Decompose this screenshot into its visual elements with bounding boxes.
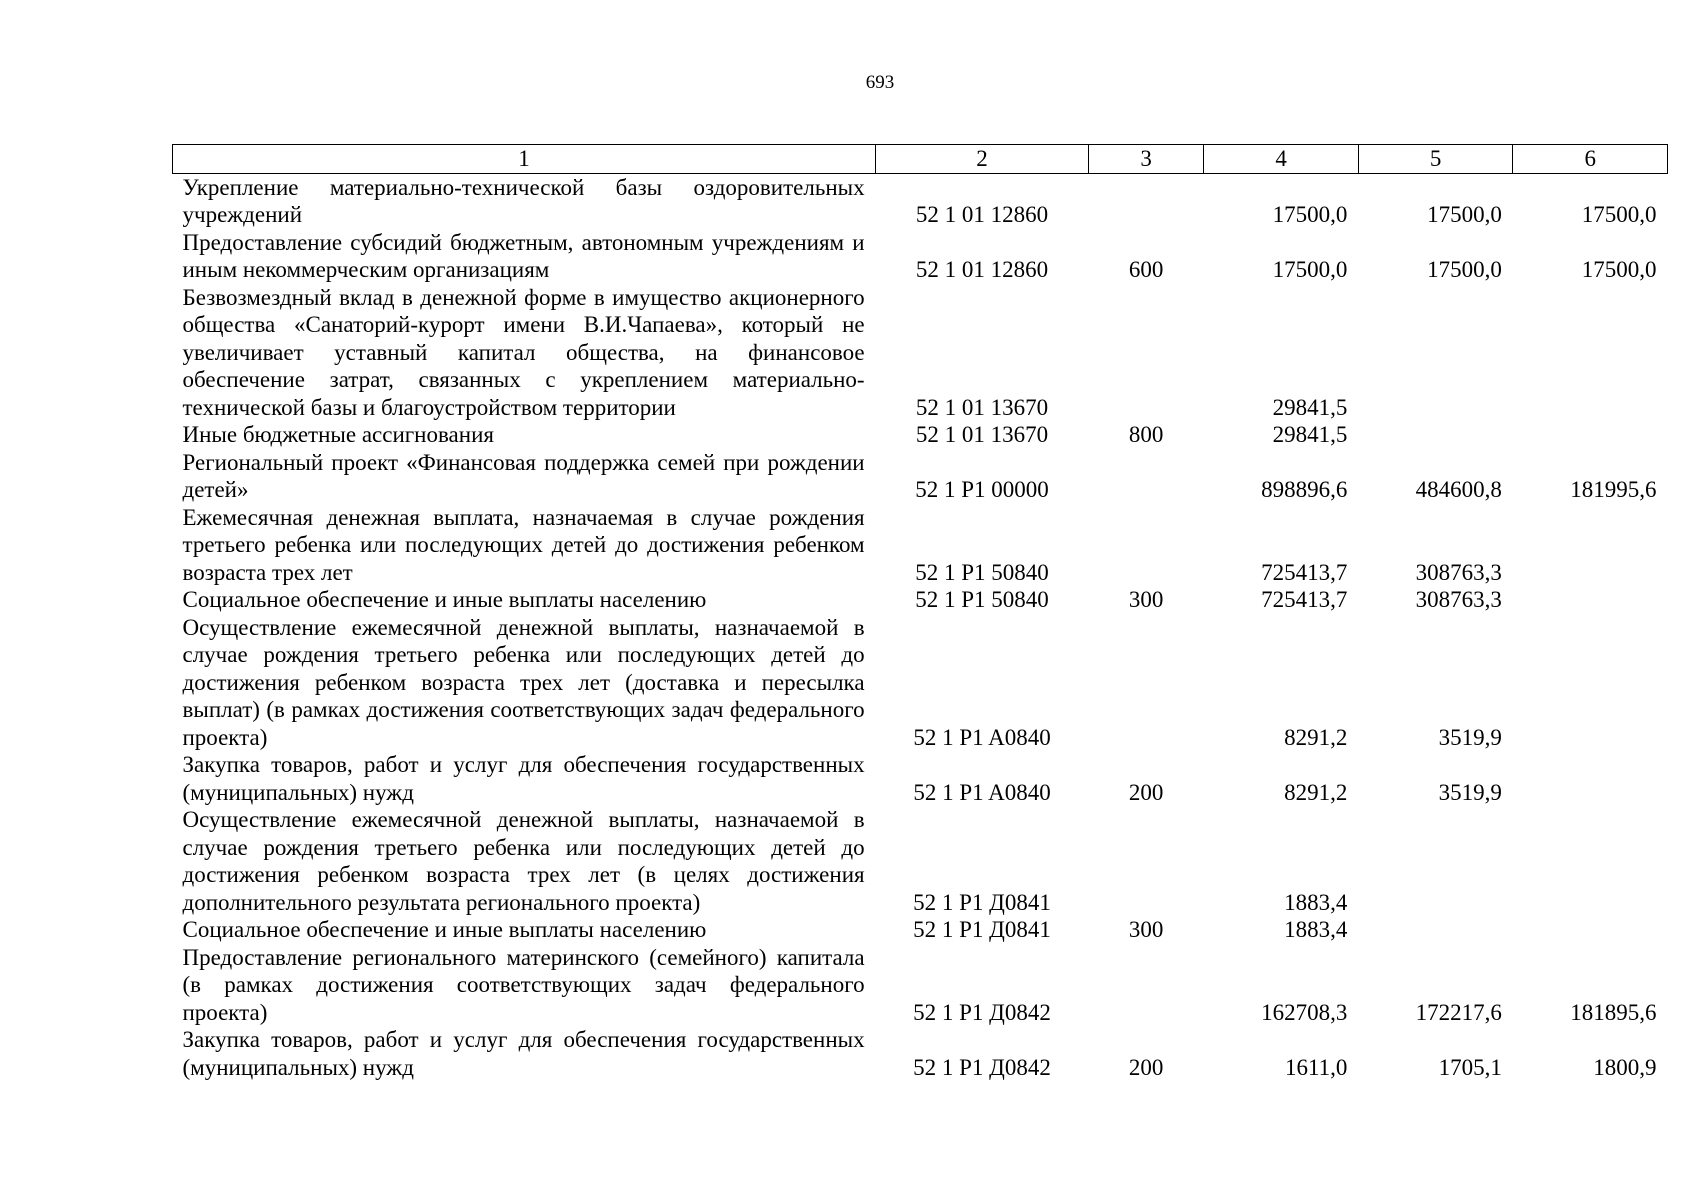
row-value-2: 1705,1	[1438, 1054, 1502, 1080]
table-row	[173, 449, 1668, 504]
row-type	[1088, 449, 1203, 504]
row-code: 52 1 P1 50840	[915, 559, 1049, 585]
row-value-2: 172217,6	[1415, 999, 1502, 1025]
row-code: 52 1 P1 A0840	[913, 779, 1051, 805]
row-value-3	[1513, 421, 1668, 449]
row-name: Социальное обеспечение и иные выплаты населению	[182, 917, 707, 942]
row-value-1: 725413,7	[1261, 559, 1348, 585]
table-row	[173, 944, 1668, 1027]
row-type	[1088, 806, 1203, 916]
row-value-1: 162708,3	[1261, 999, 1348, 1025]
row-name: Укрепление материально-технической базы оздоровительных учреждений	[182, 174, 865, 227]
row-value-2: 3519,9	[1438, 724, 1502, 750]
row-type	[1088, 173, 1203, 229]
row-value-3: 181995,6	[1570, 477, 1657, 502]
row-code: 52 1 01 12860	[915, 202, 1049, 227]
row-code: 52 1 P1 Д0841	[913, 889, 1051, 915]
row-type: 600	[1128, 257, 1164, 282]
row-value-2: 308763,3	[1415, 587, 1502, 612]
row-code: 52 1 P1 Д0842	[913, 999, 1051, 1025]
header-col-5: 5	[1358, 145, 1513, 174]
row-name: Закупка товаров, работ и услуг для обеспечения государственных (муниципальных) нужд	[182, 1027, 865, 1080]
row-value-3: 181895,6	[1570, 999, 1657, 1025]
table-row	[173, 421, 1668, 449]
row-value-1: 898896,6	[1261, 477, 1348, 502]
table-row	[173, 806, 1668, 916]
row-value-1: 29841,5	[1272, 422, 1348, 447]
row-type	[1088, 614, 1203, 752]
table-row	[173, 504, 1668, 587]
row-value-3: 1800,9	[1593, 1054, 1657, 1080]
header-col-3: 3	[1088, 145, 1203, 174]
row-value-1: 8291,2	[1284, 779, 1348, 805]
row-code: 52 1 P1 Д0842	[913, 1054, 1051, 1080]
row-value-2	[1358, 421, 1513, 449]
row-value-1: 1611,0	[1284, 1054, 1348, 1080]
row-name: Предоставление субсидий бюджетным, автономным учреждениям и иным некоммерческим организациям	[182, 229, 865, 282]
page-number: 693	[865, 72, 895, 93]
row-name: Безвозмездный вклад в денежной форме в имущество акционерного общества «Санаторий-курорт имени В.И.Чапаева», который не увеличивает уставный капитал общества, на финансовое обеспечение затрат, связанных с укреплением материально-технической базы и благоустройством территории	[182, 284, 865, 420]
row-type: 200	[1128, 1054, 1164, 1080]
row-type	[1088, 504, 1203, 587]
row-type: 300	[1128, 917, 1164, 942]
row-type	[1088, 944, 1203, 1027]
row-value-1: 725413,7	[1261, 587, 1348, 612]
header-col-1: 1	[173, 145, 876, 174]
row-value-2: 17500,0	[1427, 202, 1502, 227]
row-name: Предоставление регионального материнского (семейного) капитала (в рамках достижения соответствующих задач федерального проекта)	[182, 944, 865, 1025]
row-value-3	[1513, 916, 1668, 944]
row-value-1: 17500,0	[1272, 202, 1348, 227]
row-value-2	[1358, 284, 1513, 422]
row-name: Закупка товаров, работ и услуг для обеспечения государственных (муниципальных) нужд	[182, 752, 865, 805]
row-name: Иные бюджетные ассигнования	[182, 422, 494, 447]
table-row	[173, 916, 1668, 944]
row-value-3: 17500,0	[1581, 257, 1657, 282]
row-value-1: 29841,5	[1272, 394, 1348, 420]
row-value-2: 484600,8	[1415, 477, 1502, 502]
row-code: 52 1 P1 A0840	[913, 724, 1051, 750]
row-value-3: 17500,0	[1581, 202, 1657, 227]
row-type: 800	[1128, 422, 1164, 447]
header-col-2: 2	[876, 145, 1089, 174]
table-row	[173, 173, 1668, 229]
row-name: Осуществление ежемесячной денежной выплаты, назначаемой в случае рождения третьего ребенка или последующих детей до достижения ребенком возраста трех лет (доставка и пересылка выплат) (в рамках достижения соответствующих задач федерального проекта)	[182, 614, 865, 750]
row-code: 52 1 P1 Д0841	[913, 917, 1051, 942]
table-row	[173, 614, 1668, 752]
row-name: Ежемесячная денежная выплата, назначаемая в случае рождения третьего ребенка или последующих детей до достижения ребенком возраста трех лет	[182, 504, 865, 585]
header-col-6: 6	[1513, 145, 1668, 174]
row-value-3	[1513, 751, 1668, 806]
row-value-3	[1513, 586, 1668, 614]
row-value-3	[1513, 284, 1668, 422]
row-value-2: 3519,9	[1438, 779, 1502, 805]
row-code: 52 1 01 12860	[915, 257, 1049, 282]
row-value-2: 308763,3	[1415, 559, 1502, 585]
row-code: 52 1 P1 00000	[915, 477, 1049, 502]
table-row	[173, 751, 1668, 806]
row-value-3	[1513, 806, 1668, 916]
budget-table	[172, 144, 1668, 1081]
header-row	[173, 145, 1668, 174]
table-row	[173, 229, 1668, 284]
row-value-1: 8291,2	[1284, 724, 1348, 750]
row-code: 52 1 P1 50840	[915, 587, 1049, 612]
row-value-3	[1513, 504, 1668, 587]
row-name: Региональный проект «Финансовая поддержка семей при рождении детей»	[182, 449, 865, 502]
row-name: Социальное обеспечение и иные выплаты населению	[182, 587, 707, 612]
row-name: Осуществление ежемесячной денежной выплаты, назначаемой в случае рождения третьего ребенка или последующих детей до достижения ребенком возраста трех лет (в целях достижения дополнительного результата регионального проекта)	[182, 807, 865, 915]
row-type: 300	[1128, 587, 1164, 612]
row-value-2: 17500,0	[1427, 257, 1502, 282]
row-code: 52 1 01 13670	[915, 394, 1049, 420]
row-type: 200	[1128, 779, 1164, 805]
row-value-1: 1883,4	[1284, 917, 1348, 942]
table-row	[173, 586, 1668, 614]
table-row	[173, 284, 1668, 422]
row-value-3	[1513, 614, 1668, 752]
row-value-2	[1358, 916, 1513, 944]
row-value-1: 1883,4	[1284, 889, 1348, 915]
row-type	[1088, 284, 1203, 422]
row-value-1: 17500,0	[1272, 257, 1348, 282]
row-value-2	[1358, 806, 1513, 916]
header-col-4: 4	[1204, 145, 1359, 174]
table-row	[173, 1026, 1668, 1081]
row-code: 52 1 01 13670	[915, 422, 1049, 447]
